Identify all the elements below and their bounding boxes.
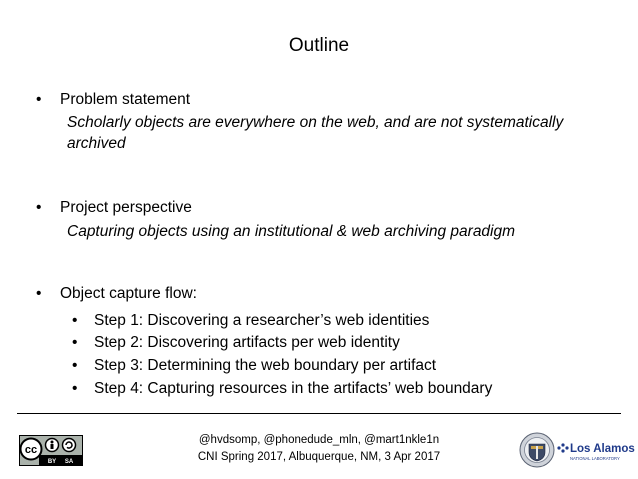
step-text: Step 1: Discovering a researcher’s web identities <box>94 312 430 329</box>
step-item <box>72 333 400 353</box>
footer-divider <box>17 413 621 414</box>
cc-by-sa-license-badge <box>19 435 83 466</box>
step-item <box>72 356 436 376</box>
lab-subtitle: NATIONAL LABORATORY <box>570 456 620 461</box>
bullet-detail-problem: Scholarly objects are everywhere on the web, and are not systematically archived <box>67 114 564 152</box>
footer-authors: @hvdsomp, @phonedude_mln, @mart1nkle1n <box>198 434 440 446</box>
bullet-problem-statement <box>36 90 190 110</box>
bullet-label: Project perspective <box>60 199 192 216</box>
bullet-symbol: • <box>36 91 42 108</box>
step-item <box>72 379 492 399</box>
sa-label: SA <box>64 459 74 465</box>
slide-title: Outline <box>288 35 350 56</box>
cc-by-sa-icon <box>19 435 83 466</box>
lanl-seal-icon <box>519 431 635 469</box>
bullet-symbol: • <box>72 312 78 329</box>
bullet-symbol: • <box>72 380 78 397</box>
step-text: Step 2: Discovering artifacts per web identity <box>94 334 400 351</box>
bullet-label: Problem statement <box>60 91 191 108</box>
bullet-object-capture-flow <box>36 284 197 304</box>
bullet-symbol: • <box>72 357 78 374</box>
step-text: Step 4: Capturing resources in the artifacts’ web boundary <box>94 380 493 397</box>
los-alamos-logo <box>519 431 635 469</box>
lab-name: Los Alamos <box>570 443 635 455</box>
bullet-symbol: • <box>36 199 42 216</box>
bullet-detail-perspective: Capturing objects using an institutional & web archiving paradigm <box>67 223 516 240</box>
bullet-symbol: • <box>36 285 42 302</box>
step-item <box>72 311 429 331</box>
footer-event: CNI Spring 2017, Albuquerque, NM, 3 Apr 2017 <box>197 451 441 463</box>
step-text: Step 3: Determining the web boundary per artifact <box>94 357 437 374</box>
cc-label: cc <box>24 444 38 456</box>
by-label: BY <box>47 459 57 465</box>
bullet-project-perspective <box>36 198 192 218</box>
bullet-symbol: • <box>72 334 78 351</box>
bullet-label: Object capture flow: <box>60 285 197 302</box>
